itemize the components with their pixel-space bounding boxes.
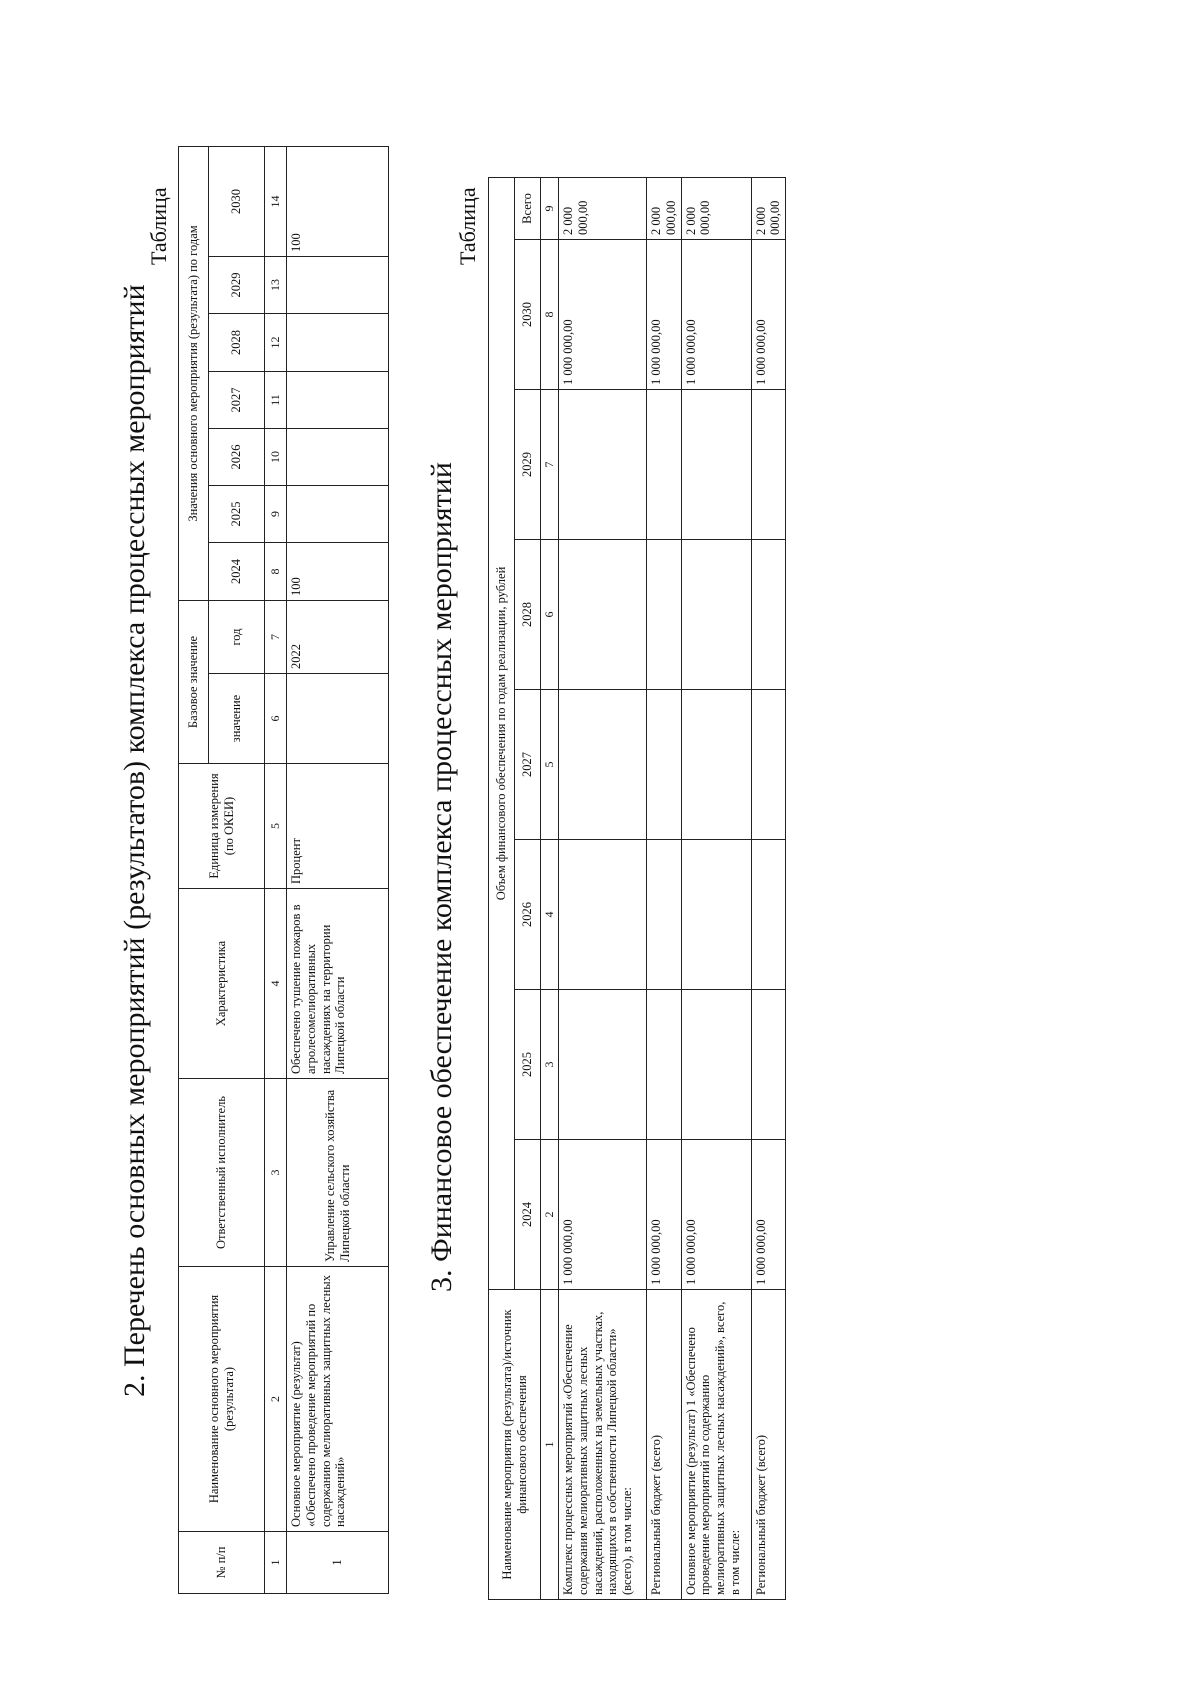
row-value bbox=[681, 690, 751, 840]
column-number: 11 bbox=[265, 371, 287, 428]
column-number: 1 bbox=[265, 1532, 287, 1594]
financing-table bbox=[488, 177, 786, 1600]
row-value: 100 bbox=[287, 146, 389, 256]
row-value bbox=[559, 540, 647, 690]
column-number: 2 bbox=[541, 1140, 559, 1290]
row-value: 1 000 000,00 bbox=[681, 1140, 751, 1290]
header-base: Базовое значение bbox=[179, 600, 209, 763]
header-base-year: год bbox=[209, 600, 265, 673]
row-value bbox=[751, 990, 786, 1140]
header-year: 2024 bbox=[515, 1140, 541, 1290]
row-value bbox=[647, 540, 682, 690]
column-number: 9 bbox=[265, 485, 287, 542]
header-year: 2025 bbox=[515, 990, 541, 1140]
row-value bbox=[681, 390, 751, 540]
column-number: 7 bbox=[265, 600, 287, 673]
column-number: 9 bbox=[541, 177, 559, 239]
column-number: 5 bbox=[265, 764, 287, 889]
header-year: 2027 bbox=[209, 371, 265, 428]
row-base-value bbox=[287, 674, 389, 764]
row-total: 2 000 000,00 bbox=[559, 177, 647, 239]
row-value: 1 000 000,00 bbox=[681, 240, 751, 390]
column-number: 6 bbox=[265, 674, 287, 764]
row-value bbox=[751, 840, 786, 990]
table-row bbox=[751, 177, 786, 1599]
row-value bbox=[559, 390, 647, 540]
row-value bbox=[647, 990, 682, 1140]
row-value bbox=[681, 840, 751, 990]
header-num: № п/п bbox=[179, 1532, 265, 1594]
column-number: 13 bbox=[265, 256, 287, 313]
row-value bbox=[647, 690, 682, 840]
row-value: 1 000 000,00 bbox=[751, 240, 786, 390]
header-year: 2027 bbox=[515, 690, 541, 840]
column-number: 7 bbox=[541, 390, 559, 540]
row-name: Основное мероприятие (результат) «Обеспечено проведение мероприятий по содержанию мелиоративных защитных лесных насаждений» bbox=[287, 1267, 389, 1532]
row-total: 2 000 000,00 bbox=[681, 177, 751, 239]
table-row bbox=[287, 146, 389, 1593]
column-number: 5 bbox=[541, 690, 559, 840]
row-value bbox=[287, 485, 389, 542]
header-unit: Единица измерения (по ОКЕИ) bbox=[179, 764, 265, 889]
column-number: 1 bbox=[541, 1290, 559, 1600]
row-total: 2 000 000,00 bbox=[751, 177, 786, 239]
row-value bbox=[559, 690, 647, 840]
column-numbers-row bbox=[541, 177, 559, 1599]
row-executor: Управление сельского хозяйства Липецкой области bbox=[287, 1079, 389, 1267]
column-number: 4 bbox=[541, 840, 559, 990]
header-year: 2025 bbox=[209, 485, 265, 542]
row-value bbox=[751, 690, 786, 840]
section3-table-label: Таблица bbox=[455, 187, 480, 265]
row-value bbox=[559, 990, 647, 1140]
row-value bbox=[681, 990, 751, 1140]
header-year: 2026 bbox=[515, 840, 541, 990]
column-number: 14 bbox=[265, 146, 287, 256]
header-base-value: значение bbox=[209, 674, 265, 764]
column-number: 4 bbox=[265, 889, 287, 1079]
header-year: 2029 bbox=[209, 256, 265, 313]
row-value bbox=[287, 313, 389, 371]
row-value: 1 000 000,00 bbox=[559, 240, 647, 390]
header-name: Наименование мероприятия (результата)/источник финансового обеспечения bbox=[489, 1290, 541, 1600]
header-year: 2030 bbox=[515, 240, 541, 390]
header-name: Наименование основного мероприятия (результата) bbox=[179, 1267, 265, 1532]
row-value bbox=[681, 540, 751, 690]
section2-table-label: Таблица bbox=[146, 187, 171, 265]
row-value bbox=[287, 256, 389, 313]
header-year: 2028 bbox=[209, 313, 265, 371]
row-name: Комплекс процессных мероприятий «Обеспечение содержания мелиоративных защитных лесных насаждений, расположенных на земельных участках, находящихся в собственности Липецкой области» (всего), в том числе: bbox=[559, 1290, 647, 1600]
row-value bbox=[559, 840, 647, 990]
row-value bbox=[751, 540, 786, 690]
row-value: 1 000 000,00 bbox=[647, 240, 682, 390]
row-base-year: 2022 bbox=[287, 600, 389, 673]
row-value: 1 000 000,00 bbox=[751, 1140, 786, 1290]
column-number: 2 bbox=[265, 1267, 287, 1532]
row-num: 1 bbox=[287, 1532, 389, 1594]
row-value bbox=[647, 840, 682, 990]
section3-title: 3. Финансовое обеспечение комплекса процессных мероприятий bbox=[425, 462, 458, 1292]
table-row bbox=[559, 177, 647, 1599]
column-number: 12 bbox=[265, 313, 287, 371]
row-value bbox=[287, 428, 389, 485]
row-value bbox=[647, 390, 682, 540]
column-number: 8 bbox=[265, 542, 287, 600]
row-name: Основное мероприятие (результат) 1 «Обеспечено проведение мероприятий по содержанию мелиоративных защитных лесных насаждений», всего, в том числе: bbox=[681, 1290, 751, 1600]
row-characteristic: Обеспечено тушение пожаров в агролесомелиоративных насаждениях на территории Липецкой области bbox=[287, 889, 389, 1079]
row-unit: Процент bbox=[287, 764, 389, 889]
table-row bbox=[647, 177, 682, 1599]
column-number: 8 bbox=[541, 240, 559, 390]
row-value: 100 bbox=[287, 542, 389, 600]
row-value bbox=[287, 371, 389, 428]
column-number: 3 bbox=[541, 990, 559, 1140]
header-values: Значения основного мероприятия (результата) по годам bbox=[179, 146, 209, 600]
row-value: 1 000 000,00 bbox=[647, 1140, 682, 1290]
header-total: Всего bbox=[515, 177, 541, 239]
row-total: 2 000 000,00 bbox=[647, 177, 682, 239]
header-year: 2026 bbox=[209, 428, 265, 485]
activities-table bbox=[178, 146, 389, 1594]
section2-title: 2. Перечень основных мероприятий (результатов) комплекса процессных мероприятий bbox=[118, 284, 151, 1397]
header-executor: Ответственный исполнитель bbox=[179, 1079, 265, 1267]
table-row bbox=[681, 177, 751, 1599]
row-name: Региональный бюджет (всего) bbox=[751, 1290, 786, 1600]
column-number: 3 bbox=[265, 1079, 287, 1267]
column-number: 6 bbox=[541, 540, 559, 690]
row-value bbox=[751, 390, 786, 540]
header-year: 2029 bbox=[515, 390, 541, 540]
row-name: Региональный бюджет (всего) bbox=[647, 1290, 682, 1600]
column-numbers-row bbox=[265, 146, 287, 1593]
header-year: 2030 bbox=[209, 146, 265, 256]
header-year: 2024 bbox=[209, 542, 265, 600]
header-characteristic: Характеристика bbox=[179, 889, 265, 1079]
column-number: 10 bbox=[265, 428, 287, 485]
header-volume: Объем финансового обеспечения по годам реализации, рублей bbox=[489, 177, 515, 1289]
header-year: 2028 bbox=[515, 540, 541, 690]
row-value: 1 000 000,00 bbox=[559, 1140, 647, 1290]
